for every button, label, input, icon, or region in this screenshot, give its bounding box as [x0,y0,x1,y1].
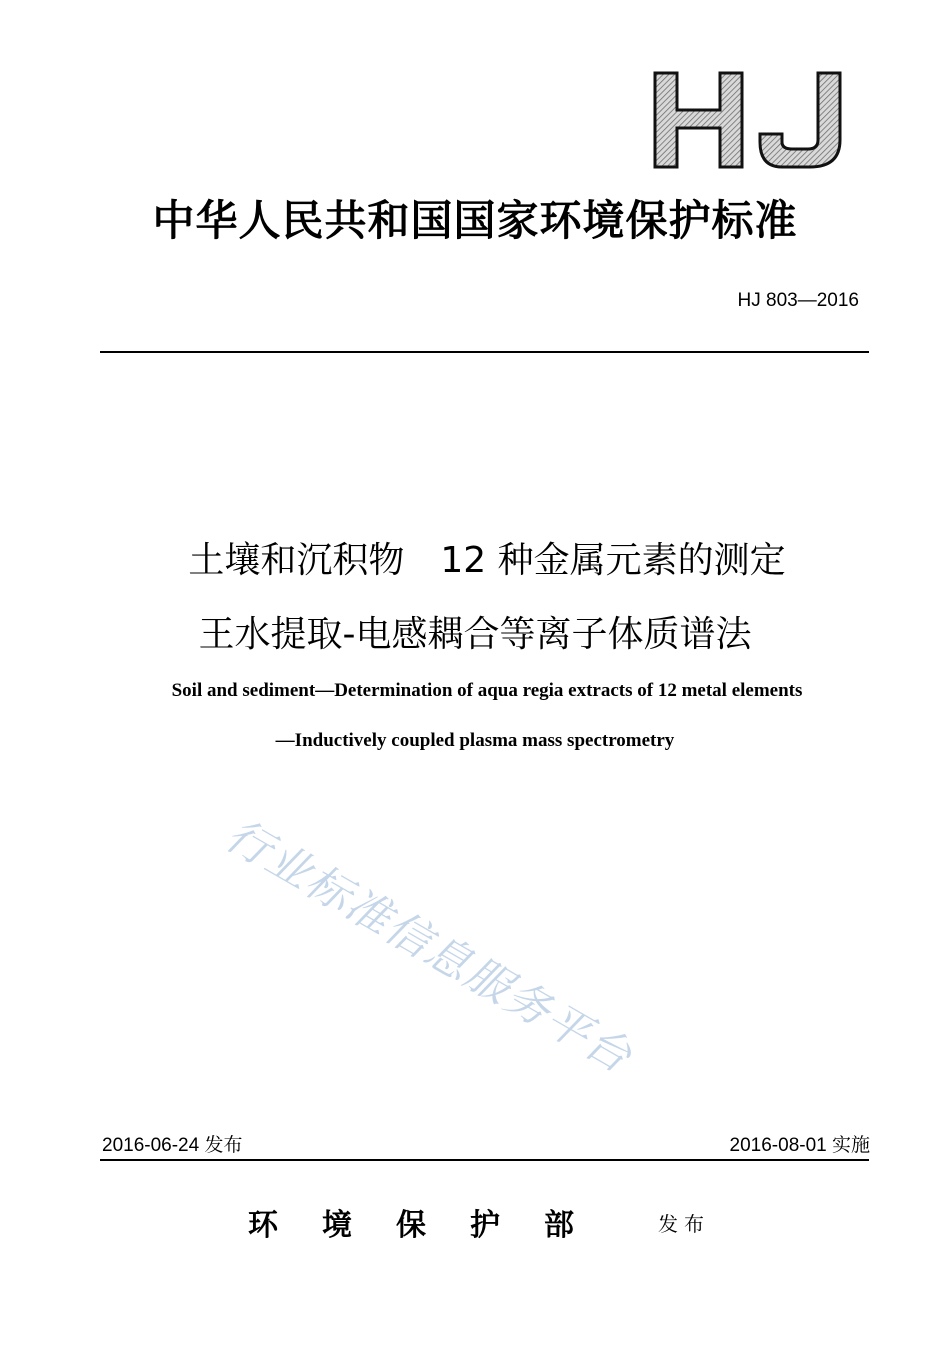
title-cn-line1: 土壤和沉积物 12 种金属元素的测定 [188,540,786,581]
issue-date: 2016-06-24 发布 [102,1135,243,1156]
hj-logo [650,70,845,170]
implementation-date: 2016-08-01 实施 [729,1135,870,1156]
publisher-suffix: 发布 [658,1212,710,1236]
standard-number: HJ 803—2016 [737,290,859,311]
bottom-divider [100,1159,869,1161]
title-en-line2: —Inductively coupled plasma mass spectrometry [275,730,675,751]
title-cn-line2: 王水提取-电感耦合等离子体质谱法 [198,614,752,655]
title-en-line1: Soil and sediment—Determination of aqua regia extracts of 12 metal elements [171,680,803,701]
org-title: 中华人民共和国国家环境保护标准 [152,196,798,245]
watermark: 行业标准信息服务平台 [217,809,641,1084]
top-divider [100,351,869,353]
publisher-name: 环境保护部 [248,1208,618,1243]
